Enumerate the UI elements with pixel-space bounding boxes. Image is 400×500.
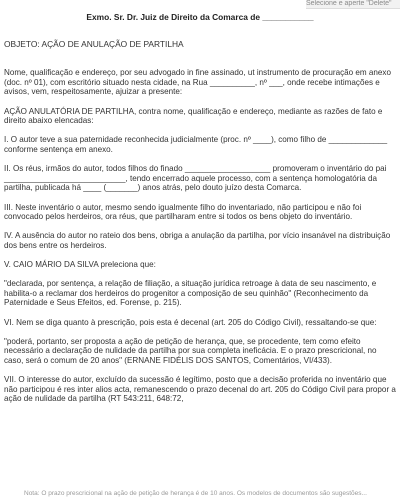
paragraph-qualificacao: Nome, qualificação e endereço, por seu advogado in fine assinado, ut instrumento de procuração em anexo (doc. nº 01), com escritório situado nesta cidade, na Rua __________, nº ___, onde recebe intimações e avisos, vem, respeitosamente, ajuizar a presente:	[4, 68, 391, 97]
petition-document	[4, 9, 396, 404]
paragraph-i: I. O autor teve a sua paternidade reconhecida judicialmente (proc. nº ____), como filho de _____________ conforme sentença em anexo.	[4, 135, 388, 154]
quote-ernane-fidelis: "poderá, portanto, ser proposta a ação de petição de herança, que, se procedente, tem como efeito necessário a declaração de nulidade da partilha por sua completa ineficácia. E o prazo prescricional, no caso, será o comum de 20 anos" (ERNANE FIDÉLIS DOS SANTOS, Comentários, VI/433).	[4, 336, 377, 365]
paragraph-v: V. CAIO MÁRIO DA SILVA preleciona que:	[4, 260, 156, 270]
paragraph-iv: IV. A ausência do autor no rateio dos bens, obriga a anulação da partilha, por vício insanável na distribuição dos bens entre os herdeiros.	[4, 231, 391, 250]
delete-hint-bar: Selecione e aperte "Delete"	[306, 0, 400, 9]
paragraph-vii: VII. O interesse do autor, excluído da sucessão é legítimo, posto que a decisão proferida no inventário que não participou é res inter alios acta, remanescendo o prazo decenal do art. 205 do Código Civil para propor a ação de nulidade da partilha (RT 543:211, 648:72,	[4, 375, 396, 404]
paragraph-vi: VI. Nem se diga quanto à prescrição, pois esta é decenal (art. 205 do Código Civil), ressaltando-se que:	[4, 317, 377, 327]
paragraph-iii: III. Neste inventário o autor, mesmo sendo igualmente filho do inventariado, não participou e não foi convocado pelos herdeiros, ora réus, que partilharam entre si todos os bens objeto do inventário.	[4, 202, 362, 222]
paragraph-ii: II. Os réus, irmãos do autor, todos filhos do finado ___________________ promoveram o inventário do pai ___________________________, tendo encerrado aquele processo, com a sentença homologatória da partilha, publicada há ____ (_______) anos atrás, pelo douto juízo desta Comarca.	[4, 164, 387, 193]
footer-note: Nota: O prazo prescricional na ação de petição de herança é de 10 anos. Os modelos de documentos são sugestões...	[24, 490, 367, 497]
quote-caio-mario: "declarada, por sentença, a relação de filiação, a situação jurídica retroage à data de seu nascimento, e habilita-o a reclamar dos herdeiros do progenitor a composição de seu quinhão" (Reconhecimento da Paternidade e Seus Efeitos, ed. Forense, p. 215).	[4, 279, 377, 308]
paragraph-acao-anulatoria: AÇÃO ANULATÓRIA DE PARTILHA, contra nome, qualificação e endereço, mediante as razões de fato e direito abaixo elencadas:	[4, 106, 383, 126]
document-title: Exmo. Sr. Dr. Juiz de Direito da Comarca de ___________	[86, 12, 314, 22]
document-objeto: OBJETO: AÇÃO DE ANULAÇÃO DE PARTILHA	[4, 38, 184, 49]
